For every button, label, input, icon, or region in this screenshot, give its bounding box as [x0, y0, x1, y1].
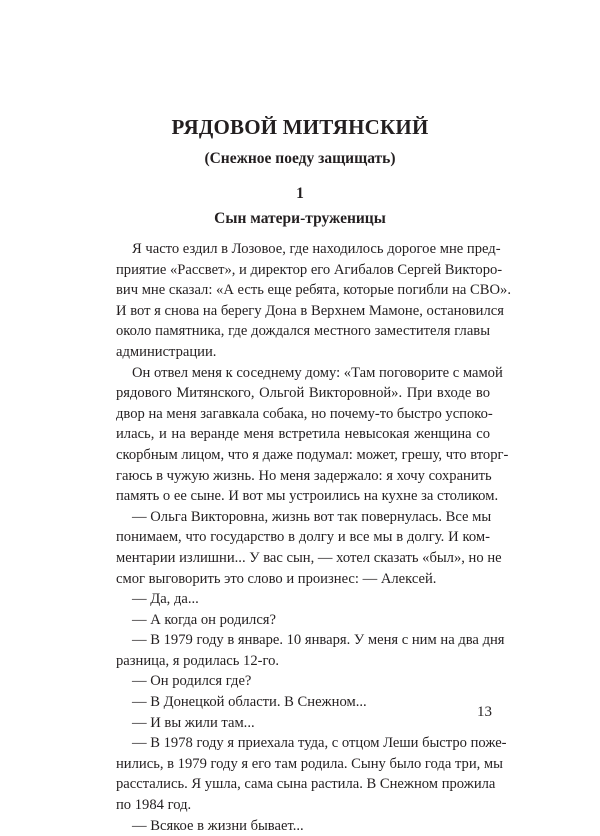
text-line: — Он родился где? — [132, 673, 252, 690]
text-line: — В 1978 году я приехала туда, с отцом Леши быстро поже- — [132, 735, 507, 752]
text-line: вич мне сказал: «А есть еще ребята, которые погибли на СВО». — [116, 282, 511, 299]
text-line: — Ольга Викторовна, жизнь вот так повернулась. Все мы — [132, 508, 492, 525]
text-line: расстались. Я ушла, сама сына растила. В Снежном прожила — [116, 776, 496, 793]
page-number: 13 — [477, 704, 492, 720]
text-line: разница, я родилась 12-го. — [116, 652, 280, 669]
text-line: — В 1979 году в январе. 10 января. У меня с ним на два дня — [132, 632, 505, 649]
text-line: И вот я снова на берегу Дона в Верхнем Мамоне, остановился — [116, 302, 504, 319]
text-line: память о ее сыне. И вот мы устроились на кухне за столиком. — [116, 488, 499, 505]
text-line: гаюсь в чужую жизнь. Но меня задержало: я хочу сохранить — [116, 467, 492, 484]
chapter-title: Сын матери-труженицы — [214, 210, 386, 227]
text-line: смог выговорить это слово и произнес: — Алексей. — [116, 570, 437, 587]
text-line: понимаем, что государство в долгу и все мы в долгу. И ком- — [116, 529, 490, 546]
text-line: — Всякое в жизни бывает... — [132, 817, 304, 834]
page-subtitle: (Снежное поеду защищать) — [204, 150, 396, 167]
text-line: Он отвел меня к соседнему дому: «Там поговорите с мамой — [132, 364, 503, 381]
text-line: — В Донецкой области. В Снежном... — [132, 694, 367, 711]
text-line: скорбным лицом, что я даже подумал: может, грешу, что вторг- — [116, 446, 509, 463]
text-line: — И вы жили там... — [132, 714, 255, 731]
text-line: администрации. — [116, 343, 217, 360]
text-line: около памятника, где дождался местного заместителя главы — [116, 323, 490, 340]
text-line: — Да, да... — [132, 591, 199, 608]
body-text — [116, 239, 511, 836]
text-line: двор на меня загавкала собака, но почему-то быстро успоко- — [116, 405, 493, 422]
text-line: Я часто ездил в Лозовое, где находилось дорогое мне пред- — [132, 241, 501, 257]
text-line: рядового Митянского, Ольгой Викторовной». При входе во — [116, 385, 490, 402]
text-line: приятие «Рассвет», и директор его Агибалов Сергей Викторо- — [116, 261, 503, 278]
text-line: по 1984 год. — [116, 797, 192, 814]
page-title: РЯДОВОЙ МИТЯНСКИЙ — [171, 115, 429, 139]
text-line: ментарии излишни... У вас сын, — хотел сказать «был», но не — [116, 549, 502, 566]
text-line: — А когда он родился? — [132, 611, 276, 628]
chapter-number: 1 — [296, 185, 304, 202]
text-line: нились, в 1979 году я его там родила. Сыну было года три, мы — [116, 755, 503, 772]
text-line: илась, и на веранде меня встретила невысокая женщина со — [116, 426, 490, 443]
